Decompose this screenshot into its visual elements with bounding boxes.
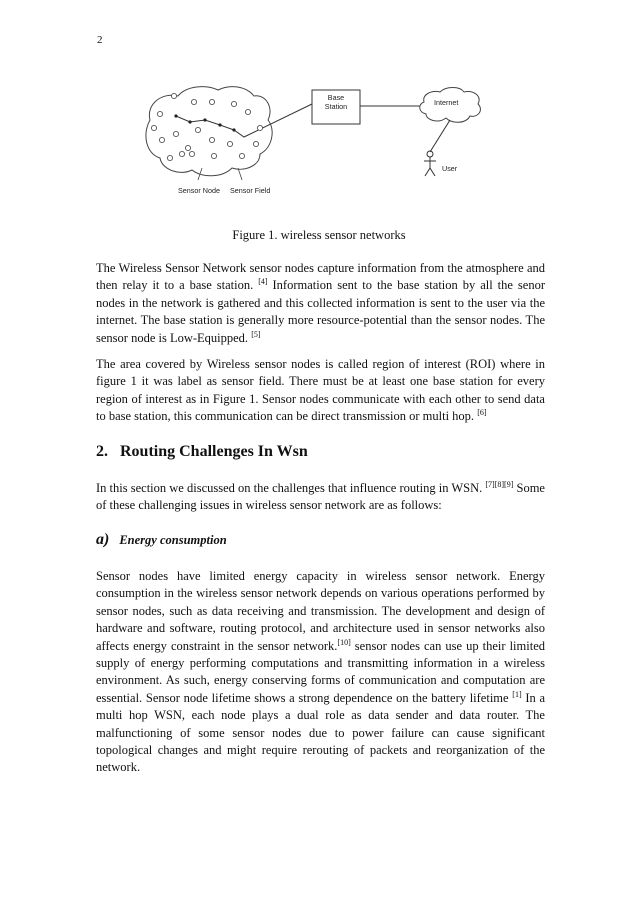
paragraph-1-text-b: Information sent to the base station by all the senor nodes in the network is gathered and this collected information is sent to the user via the internet. The base station is generally more resource-potential than the sensor nodes. The sensor node is Low-Equipped. [96, 278, 546, 345]
paragraph-3-text-b: Some of these challenging issues in wireless sensor network are as follows: [96, 481, 545, 513]
internet-to-user-link [430, 120, 450, 152]
wsn-figure [138, 82, 488, 212]
citation: [1] [512, 689, 522, 699]
subsection-marker: a) [96, 531, 110, 548]
internet-label: Internet [434, 98, 459, 107]
sensor-node-label: Sensor Node [178, 186, 220, 195]
paragraph-4-text-a: Sensor nodes have limited energy capacity in wireless sensor network. Energy consumption in the wireless sensor network depends on various operations performed by sensor nodes, such as data receiving and transmission. The development and design of hardware and software, routing protocol, and architecture used in sensor networks also affects energy constraint in the sensor network. [96, 569, 545, 653]
page-number: 2 [97, 34, 103, 46]
base-station-label-line2: Station [324, 102, 348, 111]
figure-caption: Figure 1. wireless sensor networks [232, 228, 406, 242]
sensor-field-cloud [146, 87, 272, 176]
paragraph-3-text-a: In this section we discussed on the challenges that influence routing in WSN. [96, 481, 486, 495]
section-heading: 2. Routing Challenges In Wsn [96, 443, 308, 460]
subsection-heading [96, 531, 227, 549]
paragraph-4 [96, 568, 545, 777]
citation: [5] [251, 329, 261, 339]
citation: [4] [258, 277, 268, 287]
paragraph-1 [96, 260, 545, 347]
user-figure [424, 151, 436, 176]
paragraph-3 [96, 480, 545, 515]
paragraph-2-text-a: The area covered by Wireless sensor nodes is called region of interest (ROI) where in figure 1 it was label as sensor field. There must be at least one base station for every region of interest as in Figure 1. Sensor nodes communicate with each other to send data to base station, this communication can be direct transmission or multi hop. [96, 357, 545, 424]
base-station-label-line1: Base [327, 93, 345, 102]
relay-nodes [174, 114, 235, 131]
base-station-label [319, 93, 353, 111]
sensor-nodes [151, 93, 262, 160]
citation: [10] [337, 637, 351, 647]
paragraph-2 [96, 356, 545, 426]
subsection-title: Energy consumption [119, 533, 227, 547]
paragraph-1-text-a: The Wireless Sensor Network sensor nodes capture information from the atmosphere and then relay it to a base station. [96, 261, 545, 293]
paragraph-4-text-c: In a multi hop WSN, each node plays a dual role as data sender and data router. The malfunctioning of some sensor nodes due to power failure can cause significant topological changes and might require rerouting of packets and reorganization of the network. [96, 690, 545, 775]
user-label: User [442, 164, 458, 173]
sensor-field-label: Sensor Field [230, 186, 271, 195]
paragraph-4-text-b: sensor nodes can use up their limited supply of energy performing computations and transmitting information in a wireless environment. As such, energy conserving forms of communication and computation are essential. Sensor node lifetime shows a strong dependence on the battery lifetime [96, 638, 545, 705]
citation: [7][8][9] [485, 480, 514, 489]
citation: [6] [477, 408, 487, 418]
